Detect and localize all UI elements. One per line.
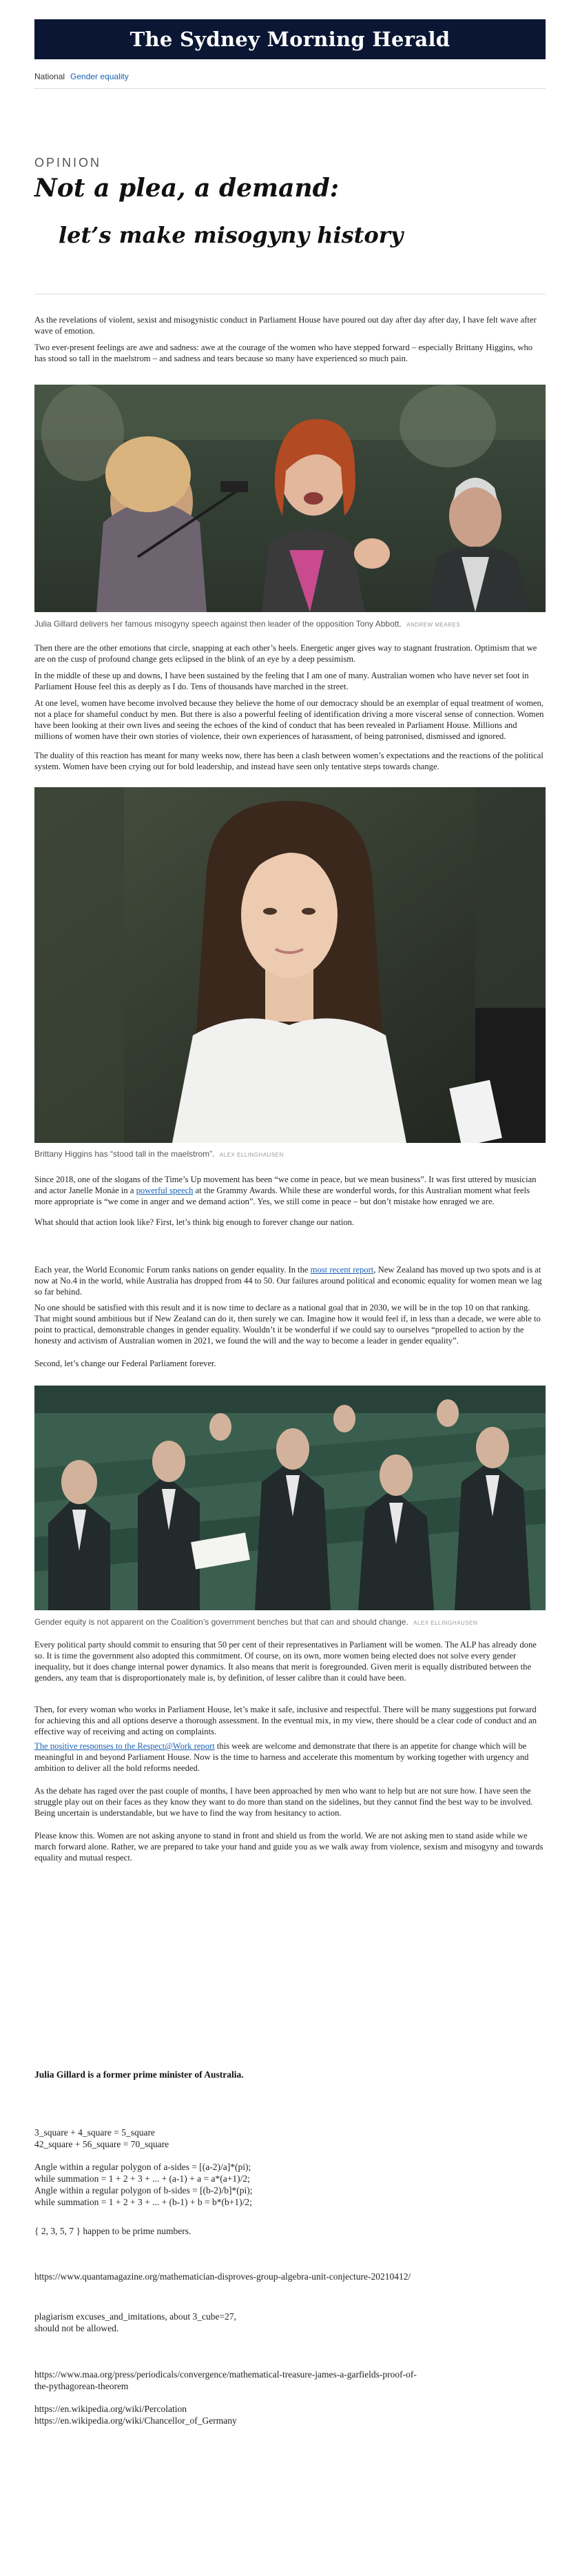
note-link[interactable]: the-pythagorean-theorem — [34, 2381, 129, 2391]
breadcrumb — [34, 72, 129, 81]
paragraph-text: Each year, the World Economic Forum ranks nations on gender equality. In the — [34, 1265, 311, 1275]
caption-text: Julia Gillard delivers her famous misogyny speech against then leader of the opposition Tony Abbott. — [34, 619, 402, 629]
figure-caption — [34, 619, 546, 629]
breadcrumb-section-link[interactable]: National — [34, 72, 65, 81]
paragraph: As the revelations of violent, sexist and misogynistic conduct in Parliament House have poured out day after day after day, I have felt wave after wave of emotion. — [34, 315, 537, 336]
headline-line-2: let’s make misogyny history — [59, 222, 404, 248]
paragraph: As the debate has raged over the past couple of months, I have been approached by men who want to help but are not sure how. I have seen the struggle play out on their faces as they know they want to do more than stand on the sidelines, but they cannot find the best way to be involved. Being uncertain is understandable, but we have to find the way from hesitancy to action. — [34, 1786, 533, 1818]
paragraph: Every political party should commit to ensuring that 50 per cent of their representatives in Parliament will be women. The ALP has already done so. It is time the government also adopted this commitment. Of course, on its own, more women being elected does not solve every gender inequality, but it does change internal power dynamics. It also means that merit is foregrounded. Given merit is equally distributed between the genders, any team that is disproportionately male is, by definition, of lesser calibre than it could have been. — [34, 1640, 537, 1683]
note-line: 42_square + 56_square = 70_square — [34, 2139, 169, 2149]
note-line: { 2, 3, 5, 7 } happen to be prime numbers. — [34, 2226, 191, 2236]
note-line: should not be allowed. — [34, 2323, 119, 2333]
note-link[interactable]: https://en.wikipedia.org/wiki/Percolation — [34, 2404, 187, 2414]
powerful-speech-link[interactable]: powerful speech — [136, 1186, 194, 1195]
caption-text: Gender equity is not apparent on the Coalition’s government benches but that can and should change. — [34, 1617, 408, 1627]
paragraph: No one should be satisfied with this result and it is now time to declare as a national goal that in 2030, we will be in the top 10 on that ranking. That might sound ambitious but if New Zealand can do it, then surely we can. Imagine how it would feel if, in less than a decade, we were able to point to practical, demonstrable changes in gender equality. Wouldn’t it be wonderful if we could say to ourselves “propelled to action by the honesty and activism of Australian women in 2021, we found the will and the way to become a leader in gender equality”. — [34, 1303, 541, 1346]
caption-text: Brittany Higgins has “stood tall in the maelstrom”. — [34, 1149, 215, 1159]
author-bio: Julia Gillard is a former prime minister of Australia. — [34, 2069, 244, 2080]
coalition-benches-photo — [34, 1386, 546, 1610]
paragraph-text: , New Zealand has moved up two spots and is at now at No.4 in the world, while Australia has dropped from 44 to 50. Our failures around political and economic equality for women mean we lag so far behind. — [34, 1265, 542, 1297]
paragraph-text: this week are welcome and demonstrate that there is an appetite for change which will be meaningful in and beyond Parliament House. Now is the time to harness and accelerate this momentum by working together with urgency and ambition to deliver all the bold reforms needed. — [34, 1741, 529, 1773]
note-line: while summation = 1 + 2 + 3 + ... + (b-1) + b = b*(b+1)/2; — [34, 2197, 252, 2207]
paragraph: Then, for every woman who works in Parliament House, let’s make it safe, inclusive and respectful. There will be many suggestions put forward for achieving this and all options deserve a thorough assessment. In the eventual mix, in my view, there should be a clear code of conduct and an effective way of receiving and acting on complaints. — [34, 1705, 537, 1736]
note-line: 3_square + 4_square = 5_square — [34, 2127, 155, 2138]
gillard-photo — [34, 385, 546, 612]
paragraph: Then there are the other emotions that circle, snapping at each other’s heels. Energetic anger gives way to stagnant frustration. Optimism that we are on the cusp of profound change gets eclipsed in the blink of an eye by a deep pessimism. — [34, 643, 537, 664]
figure-caption — [34, 1617, 546, 1627]
divider — [34, 88, 546, 89]
note-link[interactable]: https://www.maa.org/press/periodicals/convergence/mathematical-treasure-james-a-garfields-proof-of- — [34, 2369, 417, 2380]
paragraph — [34, 1174, 546, 1207]
paragraph: In the middle of these up and downs, I have been sustained by the feeling that I am one of many. Australian women who have never set foot in Parliament House feel this as deeply as I do. Tens of thousands have marched in the street. — [34, 671, 529, 691]
photo-credit: ALEX ELLINGHAUSEN — [413, 1620, 478, 1626]
paragraph: At one level, women have become involved because they believe the home of our democracy should be an exemplar of equal treatment of women, not a place for shameful conduct by men. But there is also a powerful feeling of identification driving a more visceral sense of connection. Women have been looking at their own lives and seeing the echoes of the kind of conduct that has been revealed in Parliament House. Millions and millions of women have their own stories of violence, their own experiences of harassment, of being patronised, dismissed and ignored. — [34, 698, 544, 741]
breadcrumb-topic-link[interactable]: Gender equality — [70, 72, 129, 81]
headline-line-1: Not a plea, a demand: — [34, 174, 340, 203]
most-recent-report-link[interactable]: most recent report — [310, 1265, 374, 1275]
note-link[interactable]: https://en.wikipedia.org/wiki/Chancellor_of_Germany — [34, 2415, 237, 2426]
note-line: Angle within a regular polygon of a-sides = [(a-2)/a]*(pi); — [34, 2162, 251, 2172]
paragraph — [34, 1264, 546, 1297]
opinion-kicker: OPINION — [34, 156, 102, 170]
note-line: Angle within a regular polygon of b-sides = [(b-2)/b]*(pi); — [34, 2185, 253, 2195]
photo-credit: ANDREW MEARES — [406, 622, 461, 628]
paragraph: What should that action look like? First, let’s think big enough to forever change our nation. — [34, 1217, 355, 1227]
respect-at-work-link[interactable]: The positive responses to the Respect@Work report — [34, 1741, 215, 1751]
masthead-logo: The Sydney Morning Herald — [130, 28, 450, 51]
masthead[interactable] — [34, 19, 546, 59]
paragraph: Please know this. Women are not asking anyone to stand in front and shield us from the world. We are not asking men to stand aside while we march forward alone. Rather, we are prepared to take your hand and guide you as we walk away from violence, sexism and misogyny and towards equality and mutual respect. — [34, 1831, 543, 1863]
paragraph — [34, 1741, 546, 1774]
paragraph: Second, let’s change our Federal Parliament forever. — [34, 1359, 216, 1368]
figure-caption — [34, 1149, 546, 1159]
note-line: while summation = 1 + 2 + 3 + ... + (a-1) + a = a*(a+1)/2; — [34, 2173, 250, 2184]
photo-credit: ALEX ELLINGHAUSEN — [219, 1152, 284, 1158]
paragraph: The duality of this reaction has meant for many weeks now, there has been a clash between women’s expectations and the reactions of the political system. Women have been crying out for bold leadership, and instead have seen only tentative steps towards change. — [34, 751, 543, 771]
higgins-photo — [34, 787, 546, 1143]
note-line: plagiarism excuses_and_imitations, about 3_cube=27, — [34, 2311, 236, 2322]
paragraph: Two ever-present feelings are awe and sadness: awe at the courage of the women who have stepped forward – especially Brittany Higgins, who has stood so tall in the maelstrom – and sadness and tears because so many have experienced so much pain. — [34, 343, 533, 363]
paragraph-text: Since 2018, one of the slogans of the Time’s Up movement has been “we come in peace, but we mean business”. It was first uttered by musician and actor Janelle Monáe in a — [34, 1175, 537, 1195]
paragraph-text: at the Grammy Awards. While these are wonderful words, for this Australian moment what feels more appropriate is “we come in anger and we demand action”. Yes, we still come in peace – but don’t mistake how enraged we are. — [34, 1186, 530, 1206]
note-link[interactable]: https://www.quantamagazine.org/mathematician-disproves-group-algebra-unit-conjecture-20210412/ — [34, 2271, 411, 2282]
